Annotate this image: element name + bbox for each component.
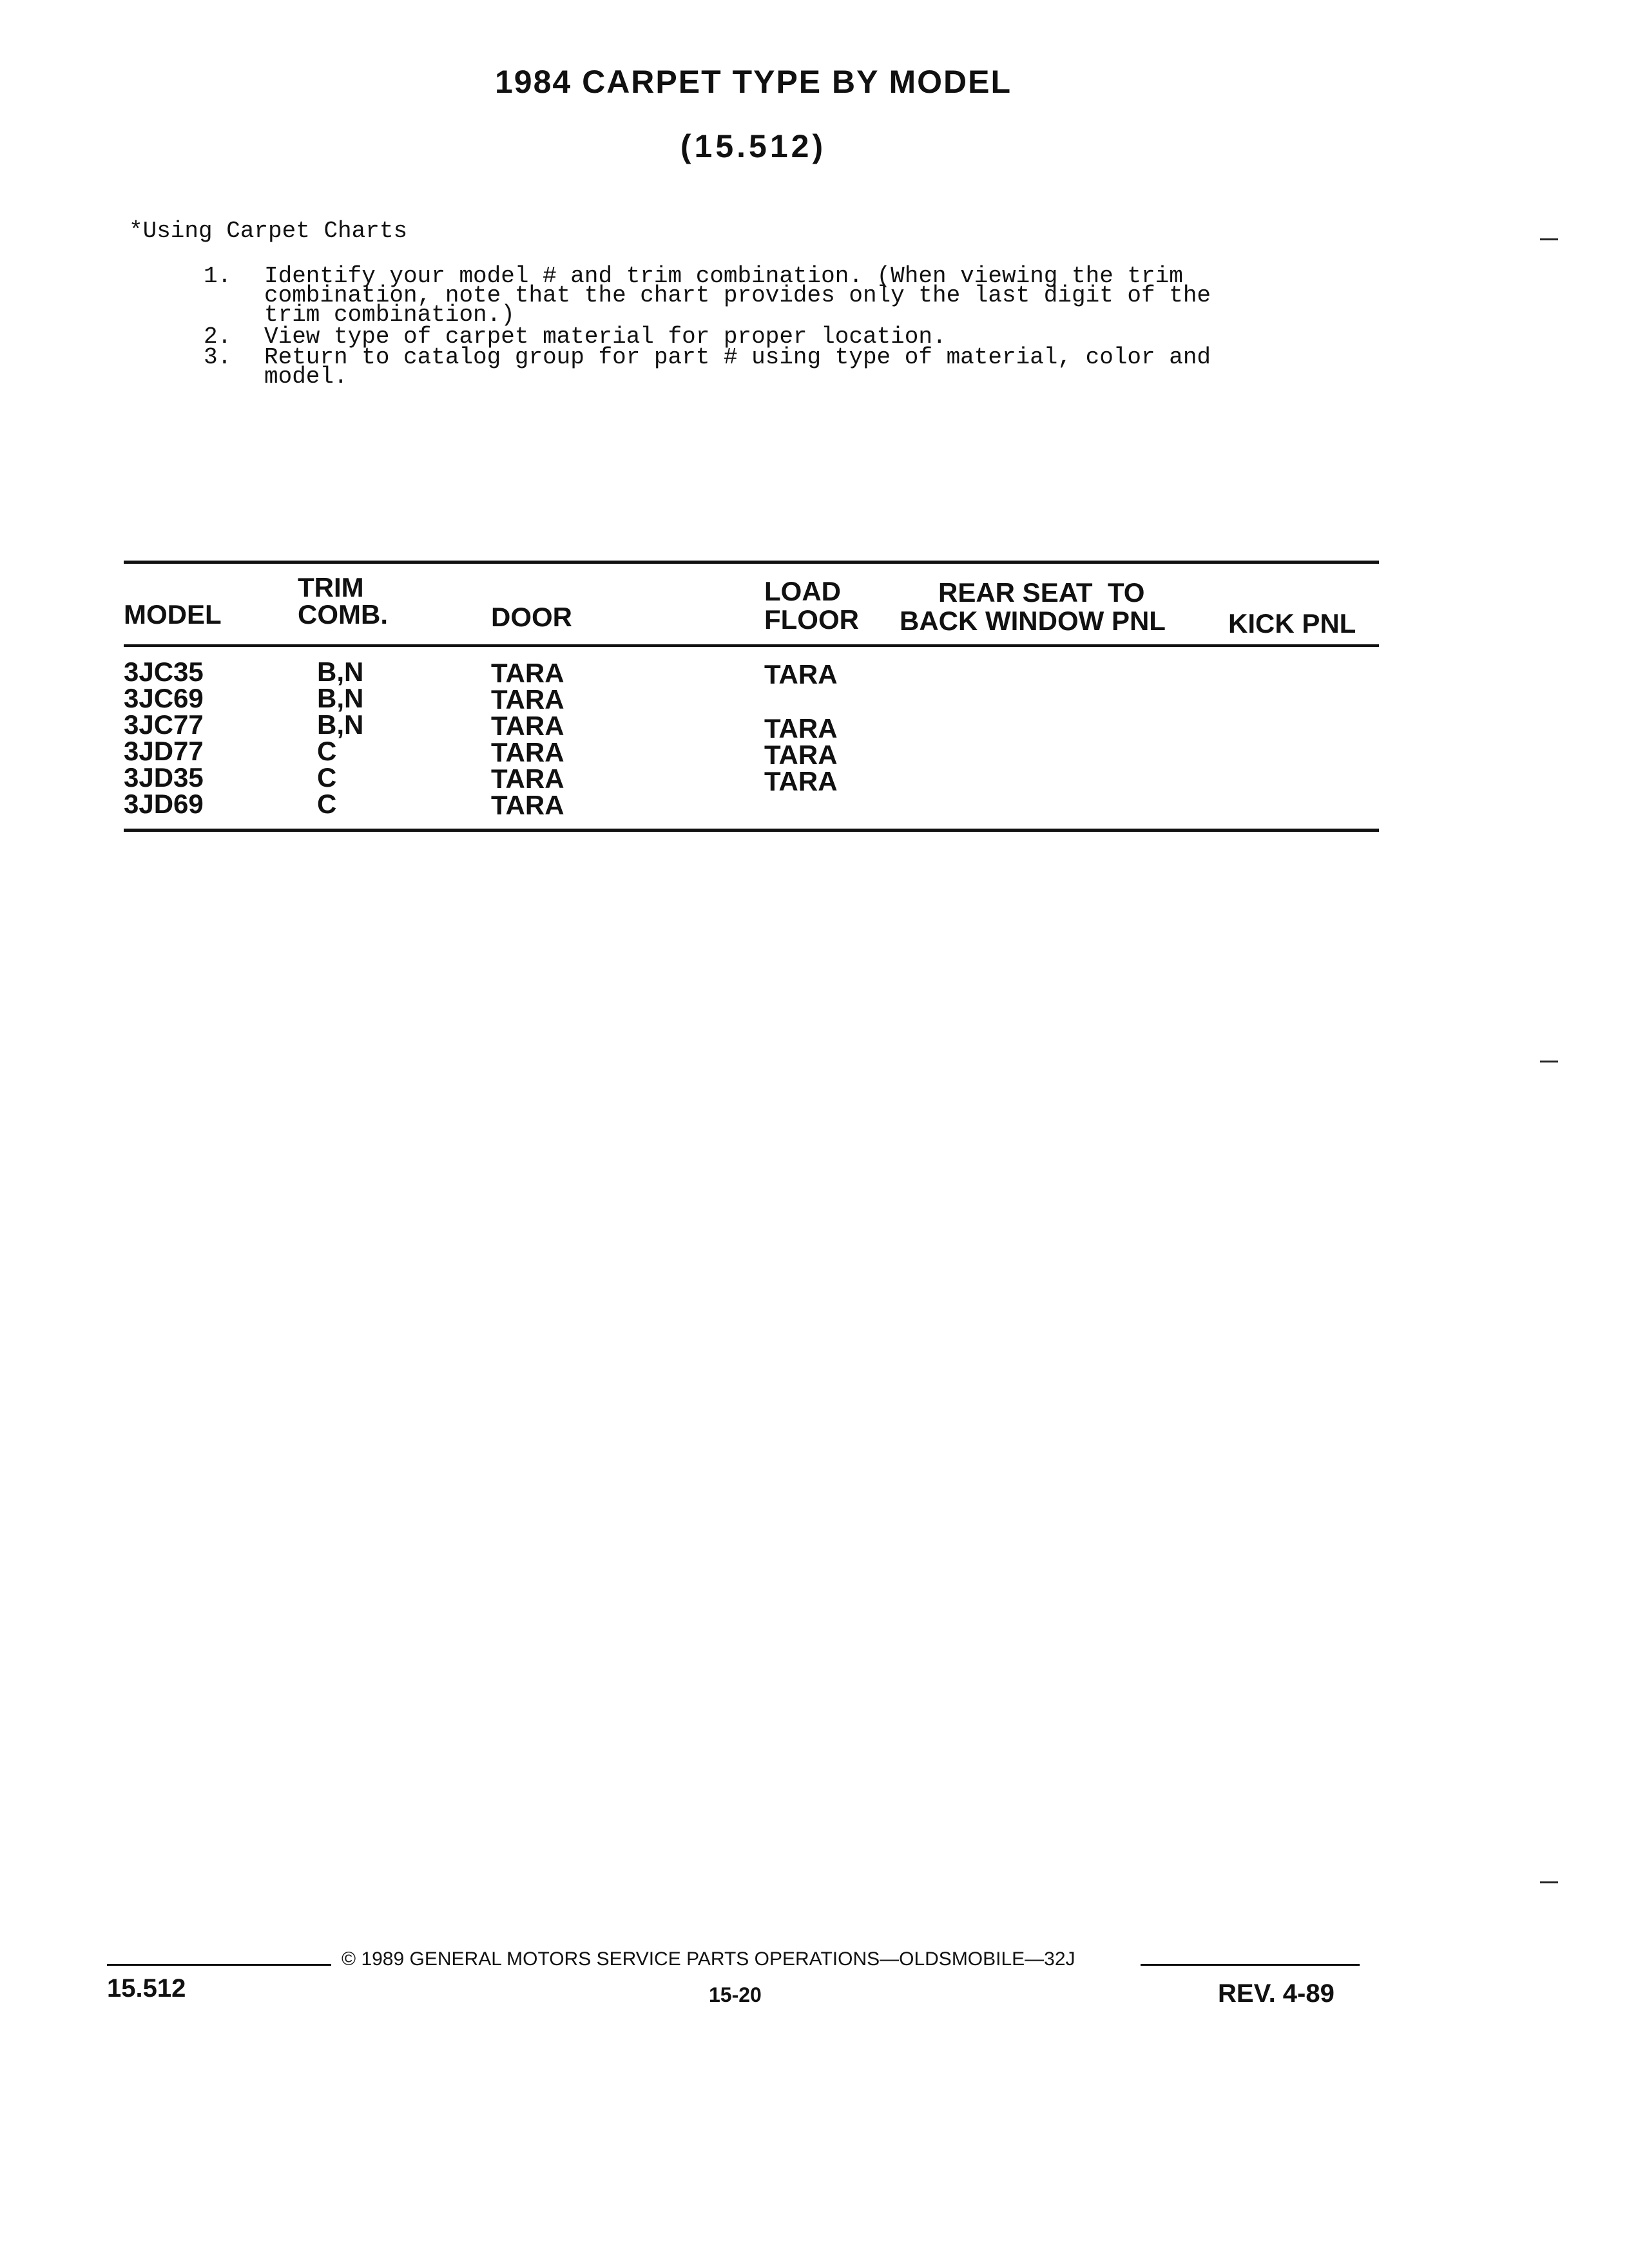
header-comb: COMB. xyxy=(298,599,388,629)
footer-section-number: 15.512 xyxy=(107,1974,186,2003)
cell-trim: C xyxy=(317,736,337,766)
header-back-window: BACK WINDOW PNL xyxy=(900,606,1166,636)
cell-load-floor: TARA xyxy=(764,740,838,770)
cell-door: TARA xyxy=(491,684,564,715)
page-title: 1984 CARPET TYPE BY MODEL xyxy=(494,64,1012,100)
footer-copyright: © 1989 GENERAL MOTORS SERVICE PARTS OPERATIONS—OLDSMOBILE—32J xyxy=(342,1948,1075,1970)
cell-model: 3JC77 xyxy=(124,709,204,740)
cell-load-floor: TARA xyxy=(764,659,838,689)
cell-door: TARA xyxy=(491,658,564,688)
margin-tick xyxy=(1540,1061,1558,1062)
header-load: LOAD xyxy=(764,576,841,606)
step-text: View type of carpet material for proper location. xyxy=(264,323,947,350)
section-number: (15.512) xyxy=(680,128,827,164)
cell-load-floor: TARA xyxy=(764,766,838,796)
table-header-rule xyxy=(124,644,1379,647)
footer-page-number: 15-20 xyxy=(709,1983,762,2006)
header-rear-seat: REAR SEAT TO xyxy=(938,577,1145,608)
table-bottom-rule xyxy=(124,829,1379,832)
cell-model: 3JC35 xyxy=(124,657,204,687)
cell-door: TARA xyxy=(491,790,564,820)
header-trim: TRIM xyxy=(298,572,364,602)
cell-model: 3JD69 xyxy=(124,789,204,819)
cell-door: TARA xyxy=(491,711,564,741)
footer-rule-left xyxy=(107,1964,331,1966)
cell-load-floor: TARA xyxy=(764,713,838,744)
cell-trim: C xyxy=(317,762,337,793)
margin-tick xyxy=(1540,238,1558,240)
step-number: 2. xyxy=(204,323,232,350)
footer-revision: REV. 4-89 xyxy=(1218,1979,1335,2008)
cell-trim: C xyxy=(317,789,337,819)
cell-door: TARA xyxy=(491,764,564,794)
cell-door: TARA xyxy=(491,737,564,767)
step-text: Identify your model # and trim combination. (When viewing the trim combination, note that the chart provides only the last digit of the trim combination.) xyxy=(264,263,1211,328)
step-number: 3. xyxy=(204,344,232,370)
footer-rule-right xyxy=(1141,1964,1360,1966)
cell-trim: B,N xyxy=(317,657,364,687)
cell-trim: B,N xyxy=(317,709,364,740)
table-top-rule xyxy=(124,561,1379,564)
cell-trim: B,N xyxy=(317,683,364,713)
header-floor: FLOOR xyxy=(764,604,859,635)
cell-model: 3JC69 xyxy=(124,683,204,713)
header-door: DOOR xyxy=(491,602,572,632)
step-text: Return to catalog group for part # using type of material, color and model. xyxy=(264,344,1211,390)
header-kick-pnl: KICK PNL xyxy=(1228,608,1356,639)
header-model: MODEL xyxy=(124,599,222,629)
margin-tick xyxy=(1540,1881,1558,1883)
cell-model: 3JD35 xyxy=(124,762,204,793)
step-number: 1. xyxy=(204,263,232,289)
cell-model: 3JD77 xyxy=(124,736,204,766)
usage-heading: *Using Carpet Charts xyxy=(129,218,408,244)
